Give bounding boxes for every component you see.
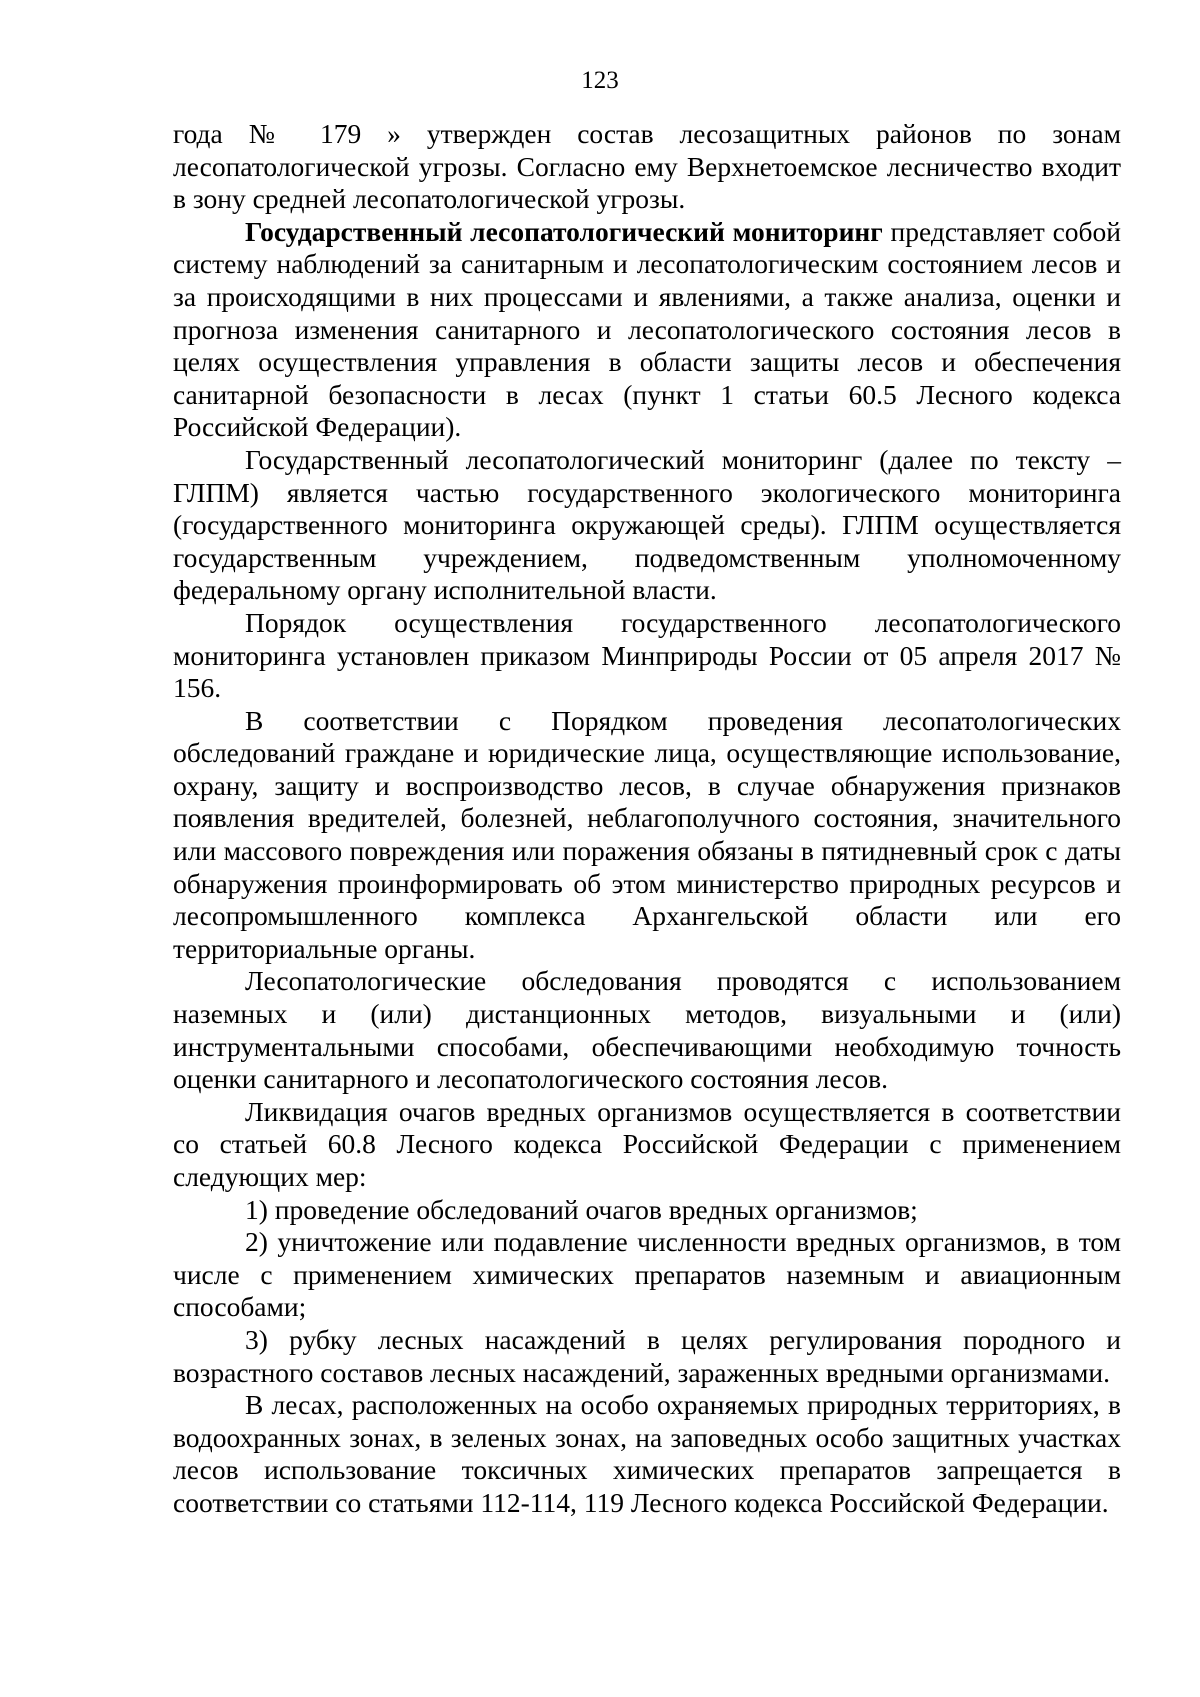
document-body bbox=[173, 118, 1121, 1520]
paragraph-continuation: года № 179 » утвержден состав лесозащитных районов по зонам лесопатологической угрозы. Согласно ему Верхнетоемское лесничество входит в зону средней лесопатологической угрозы. bbox=[173, 118, 1121, 215]
paragraph-inspection-methods: Лесопатологические обследования проводятся с использованием наземных и (или) дистанционных методов, визуальными и (или) инструментальными способами, обеспечивающими необходимую точность оценки санитарного и лесопатологического состояния лесов. bbox=[173, 965, 1121, 1095]
paragraph-glpm-definition bbox=[173, 216, 1121, 444]
list-item: 3) рубку лесных насаждений в целях регулирования породного и возрастного составов лесных насаждений, зараженных вредными организмами. bbox=[173, 1323, 1121, 1388]
page-number: 123 bbox=[581, 67, 619, 94]
paragraph-inspections-duty: В соответствии с Порядком проведения лесопатологических обследований граждане и юридические лица, осуществляющие использование, охрану, защиту и воспроизводство лесов, в случае обнаружения признаков появления вредителей, болезней, неблагополучного состояния, значительного или массового повреждения или поражения обязаны в пятидневный срок с даты обнаружения проинформировать об этом министерство природных ресурсов и лесопромышленного комплекса Архангельской области или его территориальные органы. bbox=[173, 704, 1121, 964]
paragraph-liquidation: Ликвидация очагов вредных организмов осуществляется в соответствии со статьей 60.8 Лесного кодекса Российской Федерации с применением следующих мер: bbox=[173, 1095, 1121, 1192]
bold-term: Государственный лесопатологический мониторинг bbox=[245, 215, 883, 247]
paragraph-protected-areas: В лесах, расположенных на особо охраняемых природных территориях, в водоохранных зонах, в зеленых зонах, на заповедных особо защитных участках лесов использование токсичных химических препаратов запрещается в соответствии со статьями 112-114, 119 Лесного кодекса Российской Федерации. bbox=[173, 1389, 1121, 1518]
list-item: 2) уничтожение или подавление численности вредных организмов, в том числе с применением химических препаратов наземным и авиационным способами; bbox=[173, 1226, 1121, 1323]
paragraph-procedure: Порядок осуществления государственного лесопатологического мониторинга установлен приказом Минприроды России от 05 апреля 2017 № 156. bbox=[173, 606, 1121, 704]
paragraph-text: представляет собой систему наблюдений за санитарным и лесопатологическим состоянием лесов и за происходящими в них процессами и явлениями, а также анализа, оценки и прогноза изменения санитарного и лесопатологического состояния лесов в целях осуществления управления в области защиты лесов и обеспечения санитарной безопасности в лесах (пункт 1 статьи 60.5 Лесного кодекса Российской Федерации). bbox=[173, 215, 1121, 443]
list-item: 1) проведение обследований очагов вредных организмов; bbox=[245, 1193, 918, 1225]
paragraph-glpm-part: Государственный лесопатологический мониторинг (далее по тексту – ГЛПМ) является частью государственного экологического мониторинга (государственного мониторинга окружающей среды). ГЛПМ осуществляется государственным учреждением, подведомственным уполномоченному федеральному органу исполнительной власти. bbox=[173, 443, 1121, 606]
